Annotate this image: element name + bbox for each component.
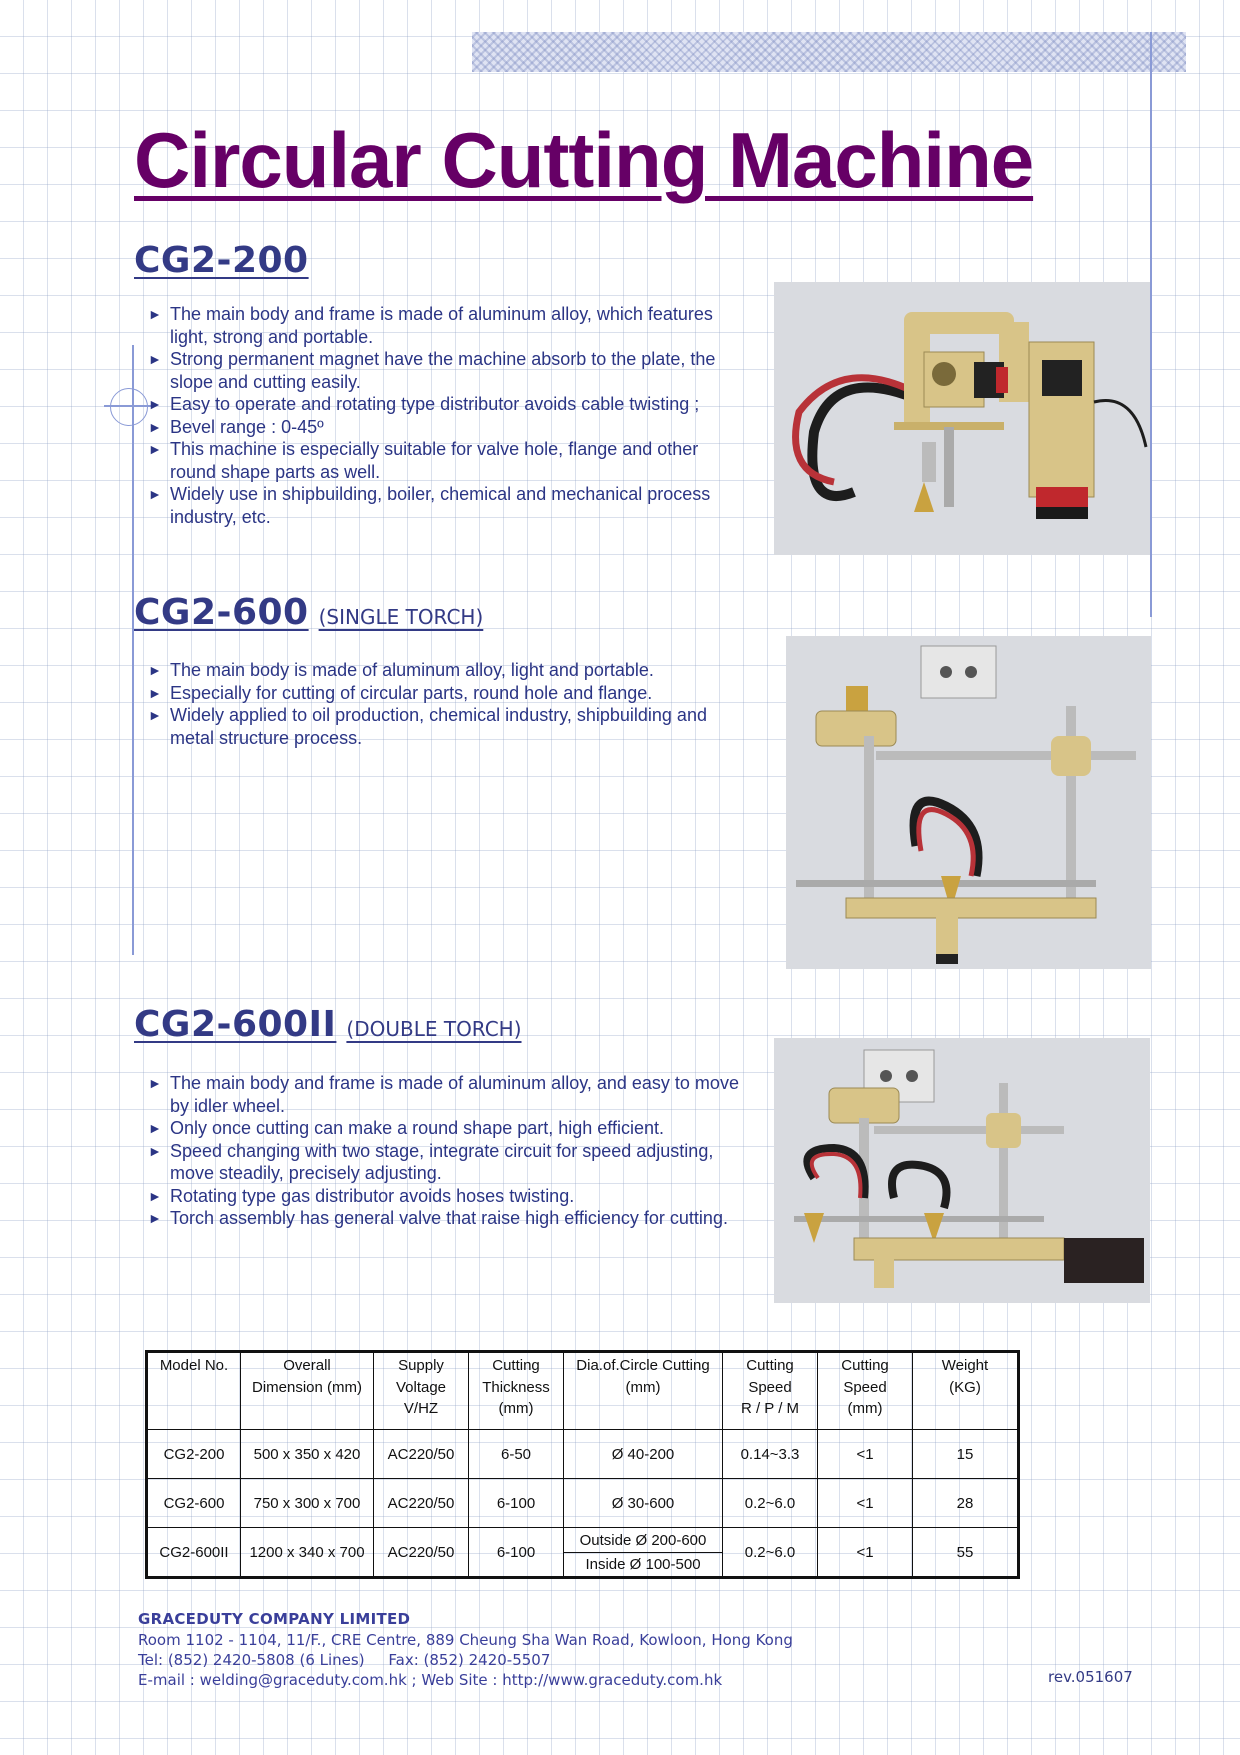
registration-mark	[110, 388, 148, 426]
list-item: ► Strong permanent magnet have the machine absorb to the plate, the slope and cutting easily.	[148, 349, 716, 392]
list-item: ► Bevel range : 0-45º	[148, 416, 324, 437]
list-item: ► Widely applied to oil production, chemical industry, shipbuilding and metal structure process.	[148, 705, 707, 748]
cutting-machine-illustration	[774, 282, 1150, 555]
model-heading-cg2-200	[134, 240, 309, 281]
model-name: CG2-600II	[134, 1004, 337, 1045]
bullet-arrow-icon: ►	[148, 351, 162, 367]
feature-list-cg2-600	[148, 659, 748, 749]
list-item: ► The main body and frame is made of aluminum alloy, and easy to move by idler wheel.	[148, 1073, 739, 1116]
product-photo-cg2-600ii	[774, 1038, 1150, 1303]
list-item: ► The main body and frame is made of aluminum alloy, which features light, strong and portable.	[148, 304, 713, 347]
company-phone-fax: Tel: (852) 2420-5808 (6 Lines) Fax: (852) 2420-5507	[138, 1651, 551, 1669]
table-header-row	[147, 1352, 1019, 1430]
col-voltage: Supply Voltage V/HZ	[374, 1352, 469, 1430]
company-footer	[138, 1608, 793, 1690]
bullet-arrow-icon: ►	[148, 1120, 162, 1136]
list-item: ► Speed changing with two stage, integrate circuit for speed adjusting, move steadily, precisely adjusting.	[148, 1140, 714, 1183]
bullet-arrow-icon: ►	[148, 1142, 162, 1159]
table-row: CG2-600 750 x 300 x 700 AC220/50 6-100 Ø 30-600 0.2~6.0 <1 28	[147, 1479, 1019, 1528]
col-diameter: Dia.of.Circle Cutting (mm)	[564, 1352, 723, 1430]
right-margin-rule	[1150, 32, 1152, 617]
table-row: CG2-200 500 x 350 x 420 AC220/50 6-50 Ø 40-200 0.14~3.3 <1 15	[147, 1430, 1019, 1479]
feature-list-cg2-600ii	[148, 1072, 748, 1230]
model-variant: (SINGLE TORCH)	[318, 605, 484, 629]
bullet-arrow-icon: ►	[148, 662, 162, 678]
list-item: ► Torch assembly has general valve that raise high efficiency for cutting.	[148, 1208, 728, 1228]
col-model: Model No.	[147, 1352, 241, 1430]
diameter-split-cell: Outside Ø 200-600 Inside Ø 100-500	[564, 1528, 723, 1578]
col-speed-mm: Cutting Speed (mm)	[818, 1352, 913, 1430]
col-dimension: Overall Dimension (mm)	[241, 1352, 374, 1430]
bullet-arrow-icon: ►	[148, 396, 162, 412]
model-name: CG2-200	[134, 240, 309, 281]
bullet-arrow-icon: ►	[148, 1187, 162, 1204]
col-thickness: Cutting Thickness (mm)	[469, 1352, 564, 1430]
bullet-arrow-icon: ►	[148, 684, 162, 701]
bullet-arrow-icon: ►	[148, 441, 162, 457]
bullet-arrow-icon: ►	[148, 418, 162, 435]
revision-code: rev.051607	[1048, 1668, 1133, 1686]
list-item: ► Rotating type gas distributor avoids hoses twisting.	[148, 1185, 575, 1206]
col-weight: Weight (KG)	[913, 1352, 1019, 1430]
bullet-arrow-icon: ►	[148, 486, 162, 502]
bullet-arrow-icon: ►	[148, 707, 162, 723]
product-photo-cg2-200	[774, 282, 1150, 555]
left-margin-rule	[132, 345, 134, 955]
cutting-machine-illustration	[786, 636, 1151, 969]
list-item: ► Widely use in shipbuilding, boiler, chemical and mechanical process industry, etc.	[148, 484, 711, 527]
list-item: ► Only once cutting can make a round shape part, high efficient.	[148, 1118, 664, 1138]
page-title: Circular Cutting Machine	[134, 116, 1034, 204]
company-address: Room 1102 - 1104, 11/F., CRE Centre, 889 Cheung Sha Wan Road, Kowloon, Hong Kong	[138, 1631, 793, 1649]
registration-mark-line	[104, 405, 152, 407]
model-heading-cg2-600ii	[134, 1004, 522, 1045]
cutting-machine-illustration	[774, 1038, 1150, 1303]
bullet-arrow-icon: ►	[148, 306, 162, 322]
bullet-arrow-icon: ►	[148, 1210, 162, 1226]
col-speed-rpm: Cutting Speed R / P / M	[723, 1352, 818, 1430]
model-name: CG2-600	[134, 592, 309, 633]
model-heading-cg2-600	[134, 592, 483, 633]
list-item: ► The main body is made of aluminum alloy, light and portable.	[148, 660, 654, 680]
list-item: ► This machine is especially suitable for valve hole, flange and other round shape parts as well.	[148, 439, 699, 482]
header-hatch-band	[472, 32, 1186, 72]
model-variant: (DOUBLE TORCH)	[346, 1017, 522, 1041]
product-photo-cg2-600	[786, 636, 1151, 969]
company-name: GRACEDUTY COMPANY LIMITED	[138, 1610, 411, 1628]
company-contact: E-mail : welding@graceduty.com.hk ; Web Site : http://www.graceduty.com.hk	[138, 1671, 723, 1689]
table-row: CG2-600II 1200 x 340 x 700 AC220/50 6-100 Outside Ø 200-600 Inside Ø 100-500 0.2~6.0 <1 55	[147, 1528, 1019, 1578]
list-item: ► Easy to operate and rotating type distributor avoids cable twisting ;	[148, 394, 700, 414]
list-item: ► Especially for cutting of circular parts, round hole and flange.	[148, 682, 653, 703]
specification-table	[145, 1350, 1020, 1579]
feature-list-cg2-200	[148, 303, 748, 528]
bullet-arrow-icon: ►	[148, 1075, 162, 1091]
